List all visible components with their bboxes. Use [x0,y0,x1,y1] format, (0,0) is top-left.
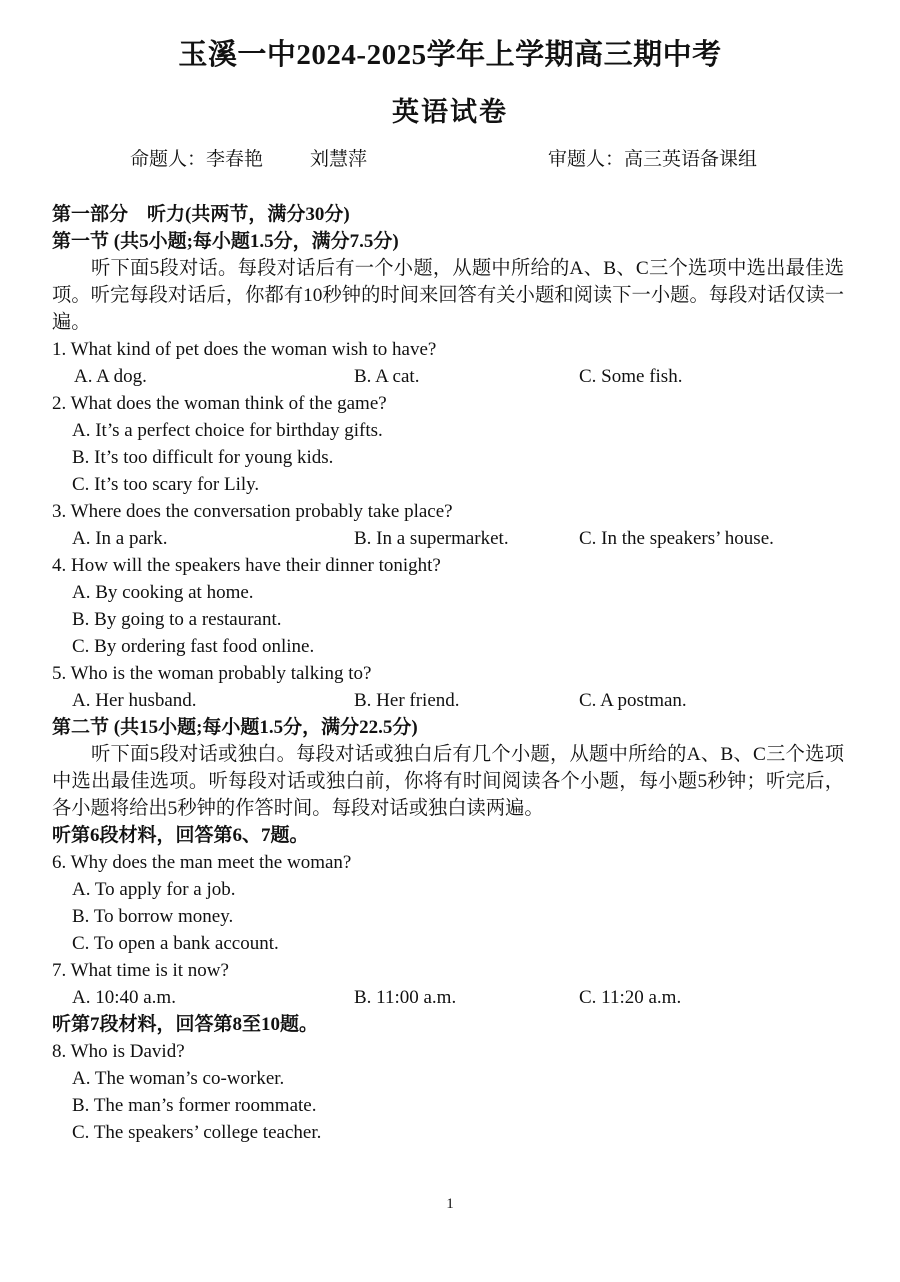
section1-instructions: 听下面5段对话。每段对话后有一个小题，从题中所给的A、B、C三个选项中选出最佳选项。听完每段对话后，你都有10秒钟的时间来回答有关小题和阅读下一小题。每段对话仅读一遍。 [52,258,844,333]
material-7-heading: 听第7段材料，回答第8至10题。 [52,1014,319,1035]
part1-heading: 第一部分 听力(共两节，满分30分) [52,204,350,225]
question-8: 8. Who is David? [52,1041,185,1062]
exam-subtitle: 英语试卷 [392,97,508,127]
material-6-heading: 听第6段材料，回答第6、7题。 [52,825,309,846]
page-number: 1 [446,1196,454,1212]
option-3b: B. In a supermarket. [354,528,509,549]
option-8b: B. The man’s former roommate. [72,1095,317,1116]
option-1c: C. Some fish. [579,366,683,387]
question-1: 1. What kind of pet does the woman wish to have? [52,339,437,360]
option-1a: A. A dog. [74,366,147,387]
option-3a: A. In a park. [72,528,168,549]
option-2a: A. It’s a perfect choice for birthday gifts. [72,420,383,441]
option-6b: B. To borrow money. [72,906,234,927]
option-8a: A. The woman’s co-worker. [72,1068,285,1089]
option-1b: B. A cat. [354,366,420,387]
option-7a: A. 10:40 a.m. [72,987,176,1008]
question-3: 3. Where does the conversation probably take place? [52,501,453,522]
option-2c: C. It’s too scary for Lily. [72,474,260,495]
option-6a: A. To apply for a job. [72,879,236,900]
question-2: 2. What does the woman think of the game? [52,393,387,414]
option-3c: C. In the speakers’ house. [579,528,774,549]
authors: 命题人：李春艳 [130,149,264,170]
option-5b: B. Her friend. [354,690,460,711]
authors-second: 刘慧萍 [310,149,368,170]
option-4c: C. By ordering fast food online. [72,636,315,657]
option-8c: C. The speakers’ college teacher. [72,1122,322,1143]
question-6: 6. Why does the man meet the woman? [52,852,352,873]
section2-heading: 第二节 (共15小题;每小题1.5分，满分22.5分) [52,717,418,738]
question-5: 5. Who is the woman probably talking to? [52,663,372,684]
option-7b: B. 11:00 a.m. [354,987,457,1008]
option-5a: A. Her husband. [72,690,197,711]
option-2b: B. It’s too difficult for young kids. [72,447,334,468]
section1-heading: 第一节 (共5小题;每小题1.5分，满分7.5分) [52,231,399,252]
section2-instructions: 听下面5段对话或独白。每段对话或独白后有几个小题，从题中所给的A、B、C三个选项中选出最佳选项。听每段对话或独白前，你将有时间阅读各个小题，每小题5秒钟；听完后，各小题将给出5秒钟的作答时间。每段对话或独白读两遍。 [52,744,844,819]
option-6c: C. To open a bank account. [72,933,279,954]
option-4b: B. By going to a restaurant. [72,609,282,630]
exam-title: 玉溪一中2024-2025学年上学期高三期中考 [178,39,722,71]
option-7c: C. 11:20 a.m. [579,987,682,1008]
option-4a: A. By cooking at home. [72,582,254,603]
option-5c: C. A postman. [579,690,687,711]
reviewer: 审题人：高三英语备课组 [548,149,758,170]
question-4: 4. How will the speakers have their dinner tonight? [52,555,441,576]
question-7: 7. What time is it now? [52,960,229,981]
